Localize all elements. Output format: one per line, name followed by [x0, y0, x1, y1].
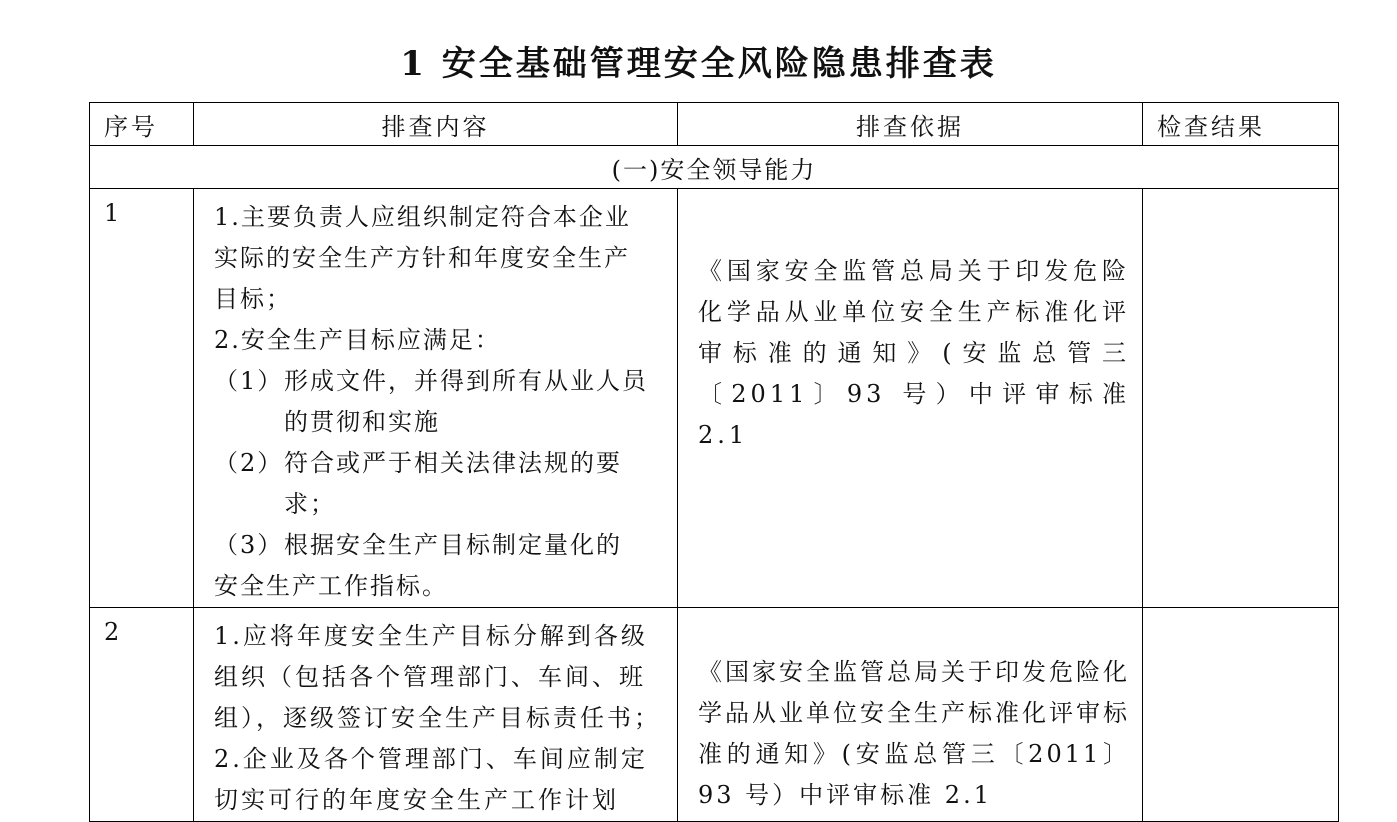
item-line: 符合或严于相关法律法规的要: [284, 449, 622, 477]
header-no: 序号: [90, 103, 194, 146]
item-line: 的贯彻和实施: [284, 408, 440, 436]
content-line: 2.企业及各个管理部门、车间应制定: [214, 745, 648, 773]
table-row: [90, 608, 1339, 822]
content-line: 组织（包括各个管理部门、车间、班: [214, 663, 646, 691]
item-text: 根据安全生产目标制定量化的: [284, 531, 622, 559]
item-line: 形成文件，并得到所有从业人员: [284, 367, 648, 395]
table-header-row: [90, 103, 1339, 146]
content-line: 2.安全生产目标应满足：: [214, 326, 501, 354]
basis-cell: [678, 608, 1143, 822]
section-row: [90, 146, 1339, 189]
row-number: 1: [104, 199, 120, 227]
row-number-cell: [90, 189, 194, 608]
content-line: 实际的安全生产方针和年度安全生产: [214, 244, 630, 272]
header-result: 检查结果: [1143, 103, 1339, 146]
result-cell[interactable]: [1143, 608, 1339, 822]
basis-cell: [678, 189, 1143, 608]
row-basis: 《国家安全监管总局关于印发危险化学品从业单位安全生产标准化评审标准的通知》(安监总管三〔2011〕93 号）中评审标准 2.1: [698, 658, 1130, 809]
item-text: [284, 443, 667, 525]
item-line: 求；: [284, 490, 336, 518]
item-label: （3）: [214, 531, 284, 559]
row-number: 2: [104, 618, 120, 646]
item-label: （1）: [214, 367, 284, 395]
row-basis: 《国家安全监管总局关于印发危险化学品从业单位安全生产标准化评审标准的通知》(安监总管三〔2011〕93 号）中评审标准 2.1: [698, 257, 1130, 449]
item-label: （2）: [214, 449, 284, 477]
content-item: [214, 525, 667, 566]
item-text: [284, 361, 667, 443]
content-item: [214, 443, 667, 525]
content-line: 1.主要负责人应组织制定符合本企业: [214, 203, 631, 231]
content-cell: [194, 608, 678, 822]
row-number-cell: [90, 608, 194, 822]
result-cell[interactable]: [1143, 189, 1339, 608]
row-content: [194, 189, 677, 607]
row-content: [194, 608, 677, 821]
header-basis: 排查依据: [678, 103, 1143, 146]
content-line: 目标；: [214, 285, 292, 313]
page-title: 1 安全基础管理安全风险隐患排查表: [400, 44, 997, 84]
content-line: 1.应将年度安全生产目标分解到各级: [214, 622, 648, 650]
content-line: 组），逐级签订安全生产目标责任书；: [214, 704, 661, 732]
content-line: 安全生产工作指标。: [214, 572, 448, 600]
content-item: [214, 361, 667, 443]
table-row: [90, 189, 1339, 608]
section-title: (一)安全领导能力: [90, 146, 1339, 189]
content-cell: [194, 189, 678, 608]
header-content: 排查内容: [194, 103, 678, 146]
content-line: 切实可行的年度安全生产工作计划: [214, 786, 619, 814]
checklist-table: [89, 102, 1339, 822]
